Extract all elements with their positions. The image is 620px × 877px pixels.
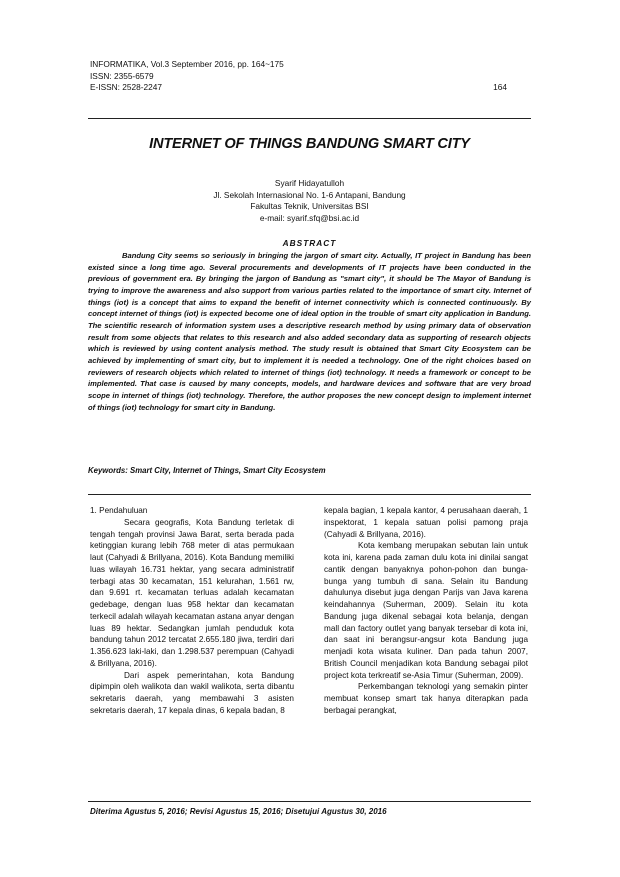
abstract-heading: ABSTRACT [282,238,337,248]
author-name: Syarif Hidayatulloh [274,178,345,188]
author-block [88,178,531,224]
eissn: E-ISSN: 2528-2247 [90,82,162,93]
section-heading: 1. Pendahuluan [90,506,148,515]
abstract-text: Bandung City seems so seriously in bringing the jargon of smart city. Actually, IT project in Bandung has been existed since a long time ago. Several procurements and developments of IT projects have been conducted in the previous of government era. By bringing the jargon of Bandung as "smart city", it should be The Mayor of Bandung is trying to improve the awareness and also support from various parties related to the importance of smart city. Internet of things (iot) is a concept that aims to expand the benefit of internet connectivity which is connected continuously. By concept internet of things (iot) is expected become one of ideal option in the trouble of smart city application in Bandung. The scientific research of information system uses a descriptive research method by using primary data of observation result from some objects that relates to this research and also added secondary data as supporting of research objects which is reviewed by using content analysis method. The study result is obtained that Smart City Ecosystem can be achieved by implementing of smart city, but to implement it is needed a technology. One of the right choices based on reviewers of research objects which related to internet of things (iot) technology. It needs a framework or concept to be implemented. That case is caused by many concepts, models, and hardware devices and software that are very broad scope in internet of things (iot) technology. Therefore, the author proposes the new concept design to implement internet of things (iot) technology for smart city in Bandung. [88,251,531,412]
footer-dates: Diterima Agustus 5, 2016; Revisi Agustus 15, 2016; Disetujui Agustus 30, 2016 [90,807,387,816]
author-address: Jl. Sekolah Internasional No. 1-6 Antapani, Bandung [213,189,406,200]
left-column [90,505,294,717]
body-rule [88,494,531,495]
paragraph: Secara geografis, Kota Bandung terletak di tengah tengah provinsi Jawa Barat, serta berada pada ketinggian kurang lebih 768 meter di atas permukaan laut (Cahyadi & Brillyana, 2016). Kota Bandung memiliki luas wilayah 16.731 hektar, yang secara administratif terbagi atas 30 kecamatan, 151 kelurahan, 1.561 rw, dan 9.691 rt. kecamatan terluas adalah kecamatan gedebage, dengan luas 958 hektar dan kecamatan terkecil adalah wilayah kecamatan astana anyar dengan luas 89 hektar. Sedangkan jumlah penduduk kota bandung tahun 2012 tercatat 2.655.180 jiwa, terdiri dari 1.356.623 laki-laki, dan 1.298.537 perempuan (Cahyadi & Brillyana, 2016). [90,517,294,668]
footer-rule [88,801,531,802]
author-affiliation: Fakultas Teknik, Universitas BSI [250,201,369,211]
journal-info: INFORMATIKA, Vol.3 September 2016, pp. 164~175 [90,59,284,69]
keywords: Keywords: Smart City, Internet of Things, Smart City Ecosystem [88,466,326,475]
page-number: 164 [493,82,507,92]
issn: ISSN: 2355-6579 [90,70,154,81]
header-rule [88,118,531,119]
paragraph: kepala bagian, 1 kepala kantor, 4 perusahaan daerah, 1 inspektorat, 1 kepala satuan polisi pamong praja (Cahyadi & Brillyana, 2016). [324,506,528,539]
paper-title: INTERNET OF THINGS BANDUNG SMART CITY [149,136,470,152]
paragraph: Dari aspek pemerintahan, kota Bandung dipimpin oleh walikota dan wakil walikota, serta dibantu sekretaris daerah, yang membawahi 3 asisten sekretaris daerah, 17 kepala dinas, 6 kepala badan, 8 [90,670,294,715]
journal-header [90,59,284,94]
right-column [324,505,528,717]
paragraph: Perkembangan teknologi yang semakin pinter membuat konsep smart tak hanya diterapkan pada berbagai perangkat, [324,682,528,715]
author-email: e-mail: syarif.sfq@bsi.ac.id [259,212,360,223]
paragraph: Kota kembang merupakan sebutan lain untuk kota ini, karena pada zaman dulu kota ini dinilai sangat cantik dengan banyaknya pohon-pohon dan bunga-bunga yang tumbuh di sana. Selain itu Bandung dahulunya disebut juga dengan Parijs van Java karena keindahannya (Suherman, 2009). Selain itu kota Bandung juga dikenal sebagai kota belanja, dengan mall dan factory outlet yang banyak tersebar di kota ini, dan saat ini berangsur-angsur kota Bandung juga menjadi kota wisata kuliner. Dan pada tahun 2007, British Council menjadikan kota Bandung sebagai pilot project kota terkreatif se-Asia Timur (Suherman, 2009). [324,541,528,680]
